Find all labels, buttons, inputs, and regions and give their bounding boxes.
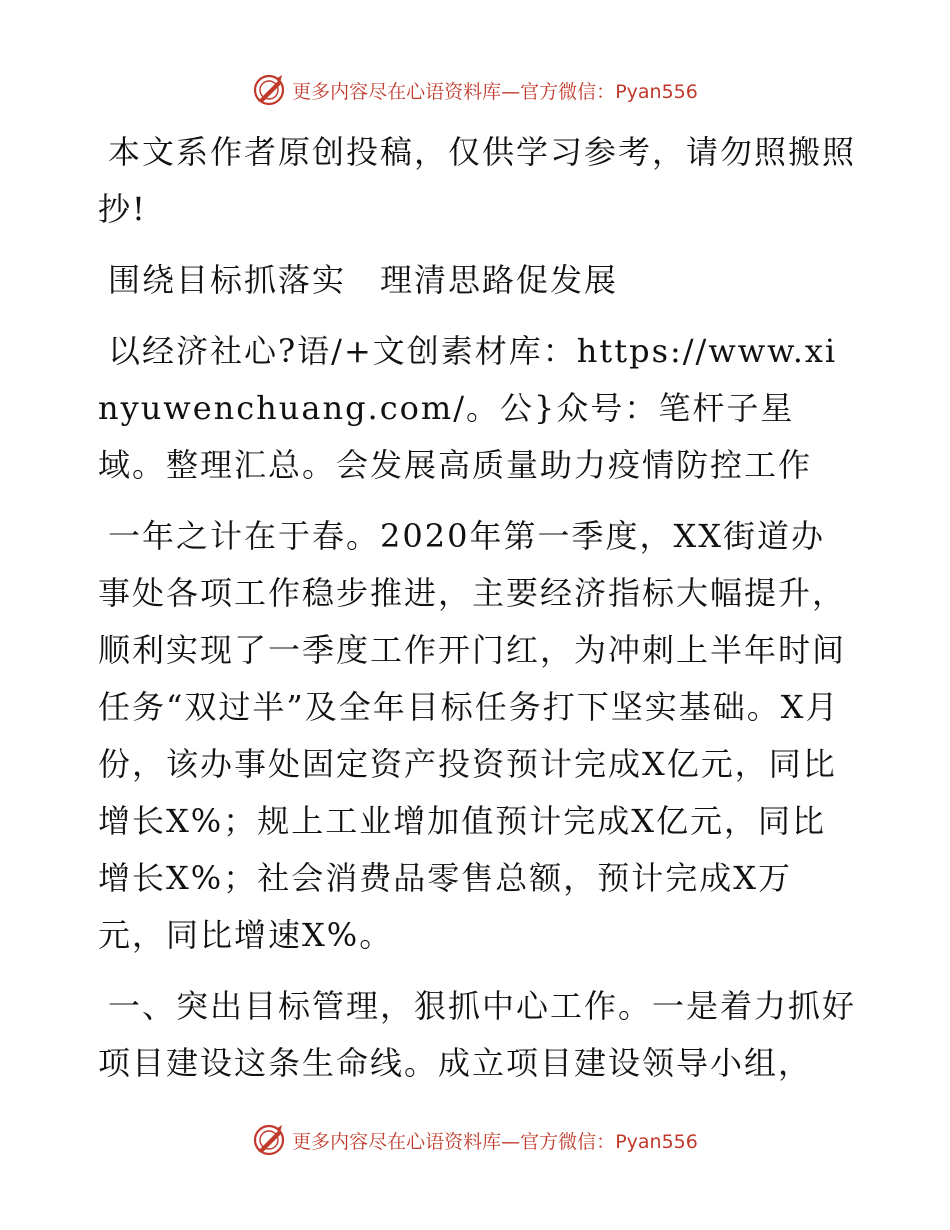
watermark-wechat-label: 官方微信： [520, 80, 616, 103]
paragraph-summary [98, 508, 858, 964]
header-watermark-banner [0, 70, 950, 110]
paragraph-text: 一年之计在于春。2020年第一季度，XX街道办事处各项工作稳步推进，主要经济指标大幅提升，顺利实现了一季度工作开门红，为冲刺上半年时间任务“双过半”及全年目标任务打下坚实基础。X月份，该办事处固定资产投资预计完成X亿元，同比增长X%；规上工业增加值预计完成X亿元，同比增长X%；社会消费品零售总额，预计完成X万元，同比增速X%。 [98, 517, 847, 954]
watermark-wechat-id: Pyan556 [615, 1130, 698, 1153]
watermark-text [292, 77, 698, 104]
paragraph-section-one [98, 978, 858, 1092]
watermark-site-name: 更多内容尽在心语资料库 [292, 80, 502, 103]
paragraph-source [98, 323, 858, 494]
paragraph-text: 围绕目标抓落实 理清思路促发展 [108, 261, 619, 299]
paragraph-disclaimer [98, 124, 858, 238]
watermark-wechat-id: Pyan556 [615, 80, 698, 103]
watermark-separator: — [501, 80, 521, 103]
paragraph-text: 以经济社心?语/+文创素材库：https://www.xinyuwenchuang.com/。公}众号：笔杆子星域。整理汇总。会发展高质量助力疫情防控工作 [98, 332, 838, 484]
footer-watermark-banner [0, 1120, 950, 1160]
quill-pen-circle-icon [252, 73, 286, 107]
quill-pen-circle-icon [252, 1123, 286, 1157]
document-body [98, 124, 858, 1106]
watermark-wechat-label: 官方微信： [520, 1130, 616, 1153]
watermark-text [292, 1127, 698, 1154]
paragraph-title [98, 252, 858, 309]
paragraph-text: 本文系作者原创投稿，仅供学习参考，请勿照搬照抄! [98, 133, 857, 228]
watermark-site-name: 更多内容尽在心语资料库 [292, 1130, 502, 1153]
watermark-separator: — [501, 1130, 521, 1153]
paragraph-text: 一、突出目标管理，狠抓中心工作。一是着力抓好项目建设这条生命线。成立项目建设领导小组， [98, 987, 857, 1082]
